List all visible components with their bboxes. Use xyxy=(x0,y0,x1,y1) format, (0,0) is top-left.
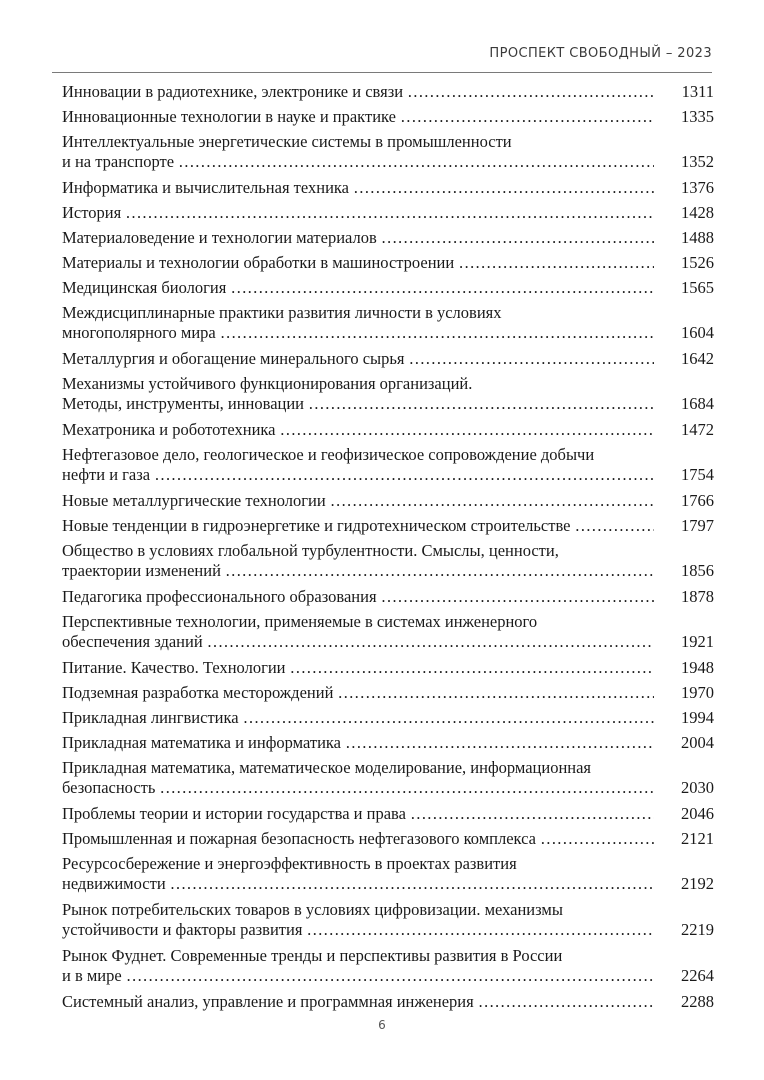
toc-entry-title: Металлургия и обогащение минерального сырья …………………………………………………………………………………………………………………………………………………………………………………… xyxy=(62,349,714,368)
toc-entry xyxy=(62,491,714,511)
running-header: ПРОСПЕКТ СВОБОДНЫЙ – 2023 xyxy=(489,46,712,61)
toc-entry xyxy=(62,683,714,703)
toc-entry-page: 2030 xyxy=(654,778,714,798)
toc-entry-title: Общество в условиях глобальной турбулентности. Смыслы, ценности, xyxy=(62,541,559,560)
toc-entry-title: недвижимости …………………………………………………………………………………………………………………………………………………………………………………… xyxy=(62,874,714,893)
toc-entry-page: 1856 xyxy=(654,561,714,581)
toc-entry-title: Медицинская биология …………………………………………………………………………………………………………………………………………………………………………………… xyxy=(62,278,714,297)
toc-entry xyxy=(62,278,714,298)
toc-entry xyxy=(62,992,714,1012)
toc-entry-page: 2046 xyxy=(654,804,714,824)
toc-entry-title-last-line xyxy=(62,323,714,343)
toc-entry-title: Прикладная математика и информатика …………………………………………………………………………………………………………………………………………………………………………………… xyxy=(62,733,714,752)
toc-entry-title-last-line xyxy=(62,708,714,728)
toc-entry-title-last-line xyxy=(62,733,714,753)
toc-entry-title-last-line xyxy=(62,82,714,102)
toc-entry xyxy=(62,107,714,127)
toc-entry-title-last-line xyxy=(62,152,714,172)
toc-entry-title-line xyxy=(62,541,714,561)
toc-entry-title-last-line xyxy=(62,778,714,798)
toc-entry-title: Прикладная лингвистика …………………………………………………………………………………………………………………………………………………………………………………… xyxy=(62,708,714,727)
toc-entry-page: 1921 xyxy=(654,632,714,652)
toc-entry-title: Инновации в радиотехнике, электронике и связи …………………………………………………………………………………………………………………………………………………………………………………… xyxy=(62,82,714,101)
toc-entry-title: Механизмы устойчивого функционирования организаций. xyxy=(62,374,473,393)
toc-entry xyxy=(62,420,714,440)
toc-entry-title-last-line xyxy=(62,874,714,894)
toc-entry-title: безопасность …………………………………………………………………………………………………………………………………………………………………………………… xyxy=(62,778,714,797)
toc-entry-title: Перспективные технологии, применяемые в системах инженерного xyxy=(62,612,538,631)
toc-entry-page: 2121 xyxy=(654,829,714,849)
toc-entry-title: Новые тенденции в гидроэнергетике и гидротехническом строительстве …………………………………………………………………………………………………………………………………………………………………………………… xyxy=(62,516,714,535)
toc-entry xyxy=(62,612,714,652)
toc-entry-title: Рынок Фуднет. Современные тренды и перспективы развития в России xyxy=(62,946,563,965)
toc-entry-title: Междисциплинарные практики развития личности в условиях xyxy=(62,303,502,322)
toc-entry xyxy=(62,829,714,849)
toc-entry-title: и в мире …………………………………………………………………………………………………………………………………………………………………………………… xyxy=(62,966,714,985)
toc-entry-page: 1311 xyxy=(654,82,714,102)
toc-entry-title-last-line xyxy=(62,420,714,440)
toc-entry xyxy=(62,303,714,343)
toc-entry-title-last-line xyxy=(62,516,714,536)
toc-entry-title-line xyxy=(62,946,714,966)
toc-entry-page: 1428 xyxy=(654,203,714,223)
toc-entry-page: 1376 xyxy=(654,178,714,198)
toc-entry-page: 1797 xyxy=(654,516,714,536)
toc-entry xyxy=(62,733,714,753)
toc-entry-title: Материалы и технологии обработки в машиностроении …………………………………………………………………………………………………………………………………………………………………………………… xyxy=(62,253,714,272)
toc-entry-title: Системный анализ, управление и программная инженерия …………………………………………………………………………………………………………………………………………………………………………………… xyxy=(62,992,714,1011)
toc-entry-page: 2004 xyxy=(654,733,714,753)
toc-entry-title: Педагогика профессионального образования …………………………………………………………………………………………………………………………………………………………………………………… xyxy=(62,587,714,606)
toc-entry xyxy=(62,946,714,986)
toc-entry-title-last-line xyxy=(62,203,714,223)
toc-entry-title-line xyxy=(62,854,714,874)
toc-entry-title: Прикладная математика, математическое моделирование, информационная xyxy=(62,758,592,777)
toc-entry-title-line xyxy=(62,445,714,465)
toc-entry-title-last-line xyxy=(62,683,714,703)
toc-entry xyxy=(62,587,714,607)
toc-entry-page: 2192 xyxy=(654,874,714,894)
toc-entry-title-last-line xyxy=(62,587,714,607)
toc-entry-title-last-line xyxy=(62,465,714,485)
toc-entry-page: 1994 xyxy=(654,708,714,728)
toc-entry-page: 1352 xyxy=(654,152,714,172)
toc-entry xyxy=(62,445,714,485)
toc-entry xyxy=(62,541,714,581)
toc-entry xyxy=(62,804,714,824)
toc-entry-page: 1970 xyxy=(654,683,714,703)
toc-entry-page: 1754 xyxy=(654,465,714,485)
toc-entry-title-line xyxy=(62,612,714,632)
toc-entry-title: нефти и газа …………………………………………………………………………………………………………………………………………………………………………………… xyxy=(62,465,714,484)
toc-entry xyxy=(62,900,714,940)
toc-entry xyxy=(62,374,714,414)
toc-entry xyxy=(62,658,714,678)
toc-entry-title: траектории изменений …………………………………………………………………………………………………………………………………………………………………………………… xyxy=(62,561,714,580)
toc-entry xyxy=(62,82,714,102)
toc-entry xyxy=(62,349,714,369)
toc-entry-page: 1948 xyxy=(654,658,714,678)
toc-entry-title: Промышленная и пожарная безопасность нефтегазового комплекса …………………………………………………………………………………………………………………………………………………………………………………… xyxy=(62,829,714,848)
toc-entry-title-last-line xyxy=(62,491,714,511)
toc-entry-page: 1766 xyxy=(654,491,714,511)
toc-entry-title-last-line xyxy=(62,178,714,198)
toc-entry-title-last-line xyxy=(62,394,714,414)
toc-entry-title-line xyxy=(62,900,714,920)
toc-entry-title: многополярного мира …………………………………………………………………………………………………………………………………………………………………………………… xyxy=(62,323,714,342)
toc-entry-title-line xyxy=(62,758,714,778)
table-of-contents xyxy=(62,82,714,1017)
toc-entry-title: обеспечения зданий …………………………………………………………………………………………………………………………………………………………………………………… xyxy=(62,632,714,651)
toc-entry-title-line xyxy=(62,303,714,323)
toc-entry-title: Нефтегазовое дело, геологическое и геофизическое сопровождение добычи xyxy=(62,445,595,464)
page-number: 6 xyxy=(378,1018,386,1032)
toc-entry xyxy=(62,516,714,536)
toc-entry-title-last-line xyxy=(62,992,714,1012)
toc-entry-title: и на транспорте …………………………………………………………………………………………………………………………………………………………………………………… xyxy=(62,152,714,171)
toc-entry-title: устойчивости и факторы развития …………………………………………………………………………………………………………………………………………………………………………………… xyxy=(62,920,714,939)
toc-entry-title: Ресурсосбережение и энергоэффективность в проектах развития xyxy=(62,854,517,873)
toc-entry-page: 1878 xyxy=(654,587,714,607)
toc-entry-title: Рынок потребительских товаров в условиях цифровизации. механизмы xyxy=(62,900,563,919)
toc-entry xyxy=(62,228,714,248)
toc-entry-page: 1488 xyxy=(654,228,714,248)
toc-entry-title-last-line xyxy=(62,278,714,298)
toc-entry-title-last-line xyxy=(62,658,714,678)
toc-entry-page: 2219 xyxy=(654,920,714,940)
toc-entry-title: Методы, инструменты, инновации …………………………………………………………………………………………………………………………………………………………………………………… xyxy=(62,394,714,413)
toc-entry xyxy=(62,253,714,273)
toc-entry-title-last-line xyxy=(62,966,714,986)
toc-entry-page: 1642 xyxy=(654,349,714,369)
toc-entry xyxy=(62,178,714,198)
toc-entry-title-line xyxy=(62,132,714,152)
toc-entry-title: Подземная разработка месторождений …………………………………………………………………………………………………………………………………………………………………………………… xyxy=(62,683,714,702)
toc-entry xyxy=(62,854,714,894)
toc-entry-page: 1604 xyxy=(654,323,714,343)
header-rule xyxy=(52,72,712,73)
toc-entry-title: Проблемы теории и истории государства и права …………………………………………………………………………………………………………………………………………………………………………………… xyxy=(62,804,714,823)
toc-entry-title: Информатика и вычислительная техника …………………………………………………………………………………………………………………………………………………………………………………… xyxy=(62,178,714,197)
toc-entry-title: Питание. Качество. Технологии …………………………………………………………………………………………………………………………………………………………………………………… xyxy=(62,658,714,677)
toc-entry-page: 2288 xyxy=(654,992,714,1012)
toc-entry-title: Мехатроника и робототехника …………………………………………………………………………………………………………………………………………………………………………………… xyxy=(62,420,714,439)
toc-entry-page: 1472 xyxy=(654,420,714,440)
toc-entry xyxy=(62,758,714,798)
toc-entry-page: 1335 xyxy=(654,107,714,127)
toc-entry-title-last-line xyxy=(62,228,714,248)
toc-entry-title-last-line xyxy=(62,829,714,849)
toc-entry-title-last-line xyxy=(62,561,714,581)
toc-entry-page: 1526 xyxy=(654,253,714,273)
toc-entry-page: 1684 xyxy=(654,394,714,414)
toc-entry-page: 2264 xyxy=(654,966,714,986)
toc-entry-title-last-line xyxy=(62,804,714,824)
toc-entry-page: 1565 xyxy=(654,278,714,298)
toc-entry xyxy=(62,132,714,172)
toc-entry-title: Инновационные технологии в науке и практике …………………………………………………………………………………………………………………………………………………………………………………… xyxy=(62,107,714,126)
toc-entry-title-last-line xyxy=(62,253,714,273)
toc-entry-title: Новые металлургические технологии …………………………………………………………………………………………………………………………………………………………………………………… xyxy=(62,491,714,510)
toc-entry-title: Материаловедение и технологии материалов …………………………………………………………………………………………………………………………………………………………………………………… xyxy=(62,228,714,247)
toc-entry-title: История …………………………………………………………………………………………………………………………………………………………………………………… xyxy=(62,203,714,222)
toc-entry-title: Интеллектуальные энергетические системы в промышленности xyxy=(62,132,512,151)
toc-entry-title-line xyxy=(62,374,714,394)
toc-entry xyxy=(62,203,714,223)
toc-entry-title-last-line xyxy=(62,107,714,127)
toc-entry-title-last-line xyxy=(62,920,714,940)
toc-entry-title-last-line xyxy=(62,632,714,652)
toc-entry xyxy=(62,708,714,728)
toc-entry-title-last-line xyxy=(62,349,714,369)
